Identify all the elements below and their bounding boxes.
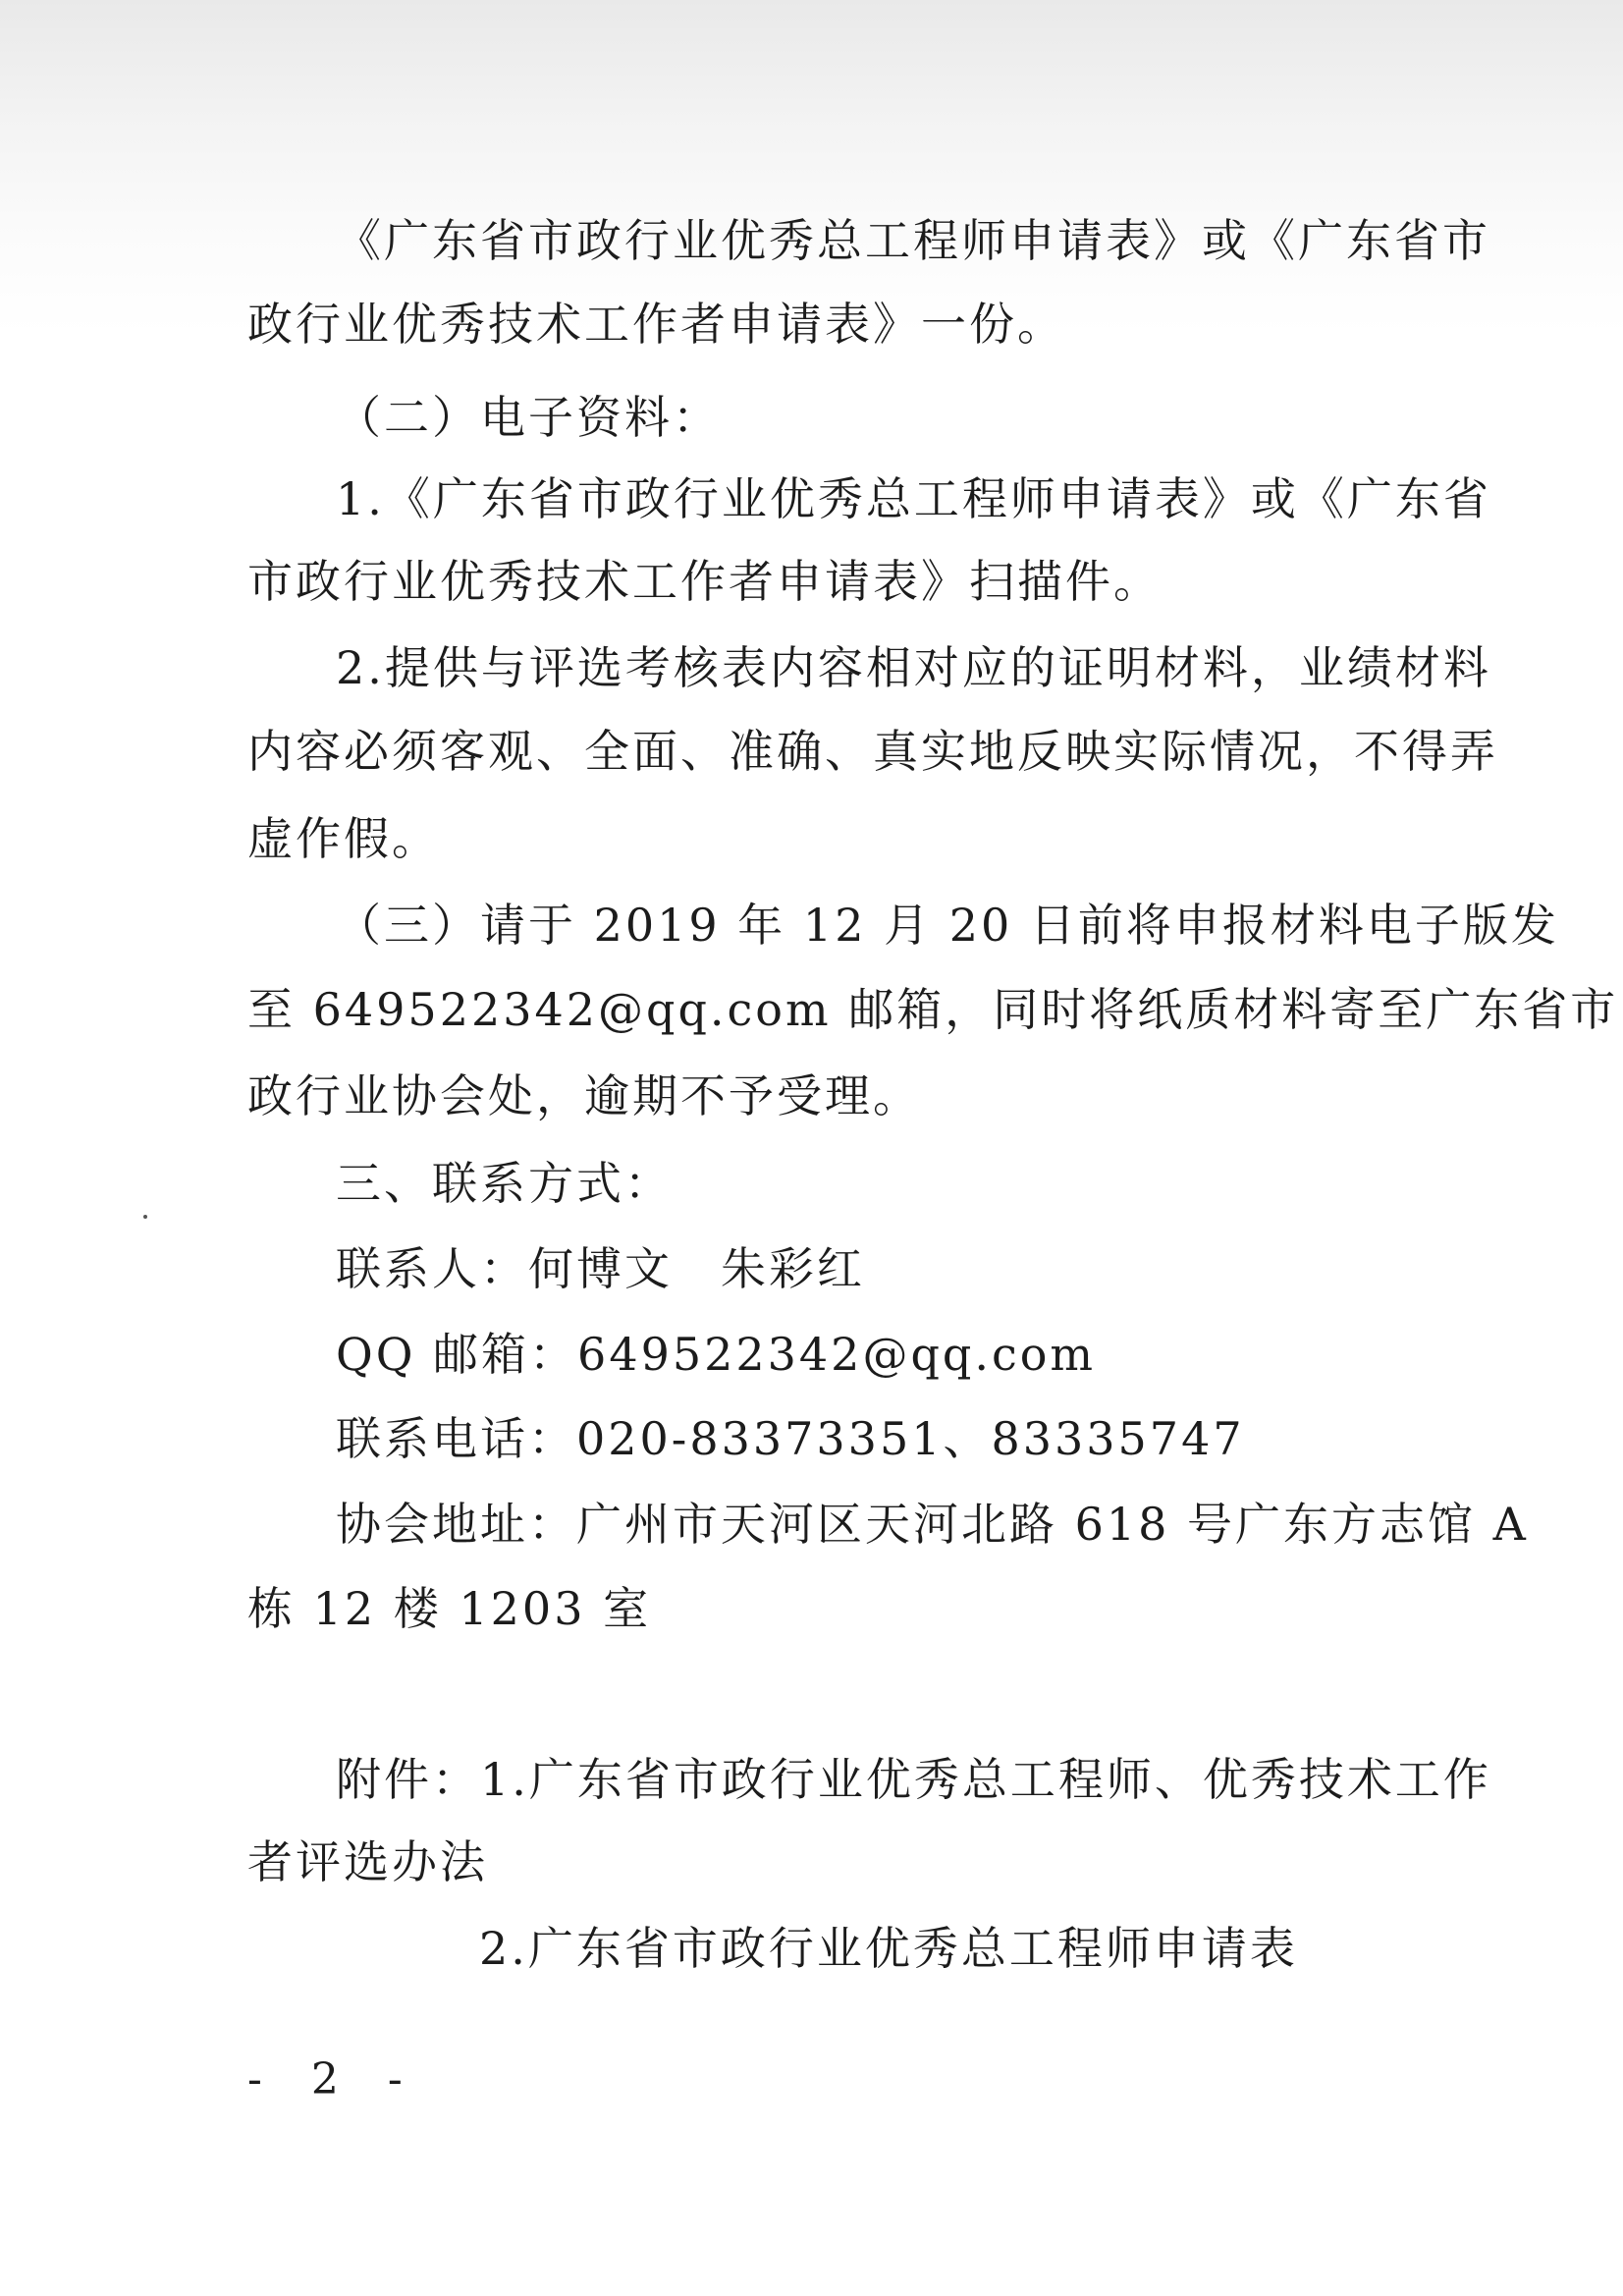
attachment-item: 2.广东省市政行业优秀总工程师申请表 <box>479 1922 1298 1975</box>
scan-speck <box>143 1215 147 1219</box>
page-number: - 2 - <box>247 2054 420 2105</box>
paragraph-line: 《广东省市政行业优秀总工程师申请表》或《广东省市 <box>336 214 1490 267</box>
paragraph-line: 内容必须客观、全面、准确、真实地反映实际情况，不得弄 <box>247 725 1498 778</box>
section-heading: 三、联系方式： <box>336 1157 673 1210</box>
contact-person: 联系人：何博文 朱彩红 <box>336 1242 865 1295</box>
contact-email: QQ 邮箱：649522342@qq.com <box>336 1328 1097 1381</box>
paragraph-line: 虚作假。 <box>247 812 440 865</box>
contact-address-continued: 栋 12 楼 1203 室 <box>247 1582 652 1635</box>
paragraph-line: 政行业协会处，逾期不予受理。 <box>247 1069 921 1122</box>
paragraph-line: （三）请于 2019 年 12 月 20 日前将申报材料电子版发 <box>336 899 1559 952</box>
section-heading: （二）电子资料： <box>336 391 721 444</box>
list-item: 2.提供与评选考核表内容相对应的证明材料，业绩材料 <box>336 641 1491 694</box>
contact-address: 协会地址：广州市天河区天河北路 618 号广东方志馆 A <box>336 1498 1529 1551</box>
paragraph-line: 至 649522342@qq.com 邮箱，同时将纸质材料寄至广东省市 <box>247 983 1619 1036</box>
attachment-item-continued: 者评选办法 <box>247 1835 488 1888</box>
contact-phone: 联系电话：020-83373351、83335747 <box>336 1412 1245 1465</box>
paragraph-line: 市政行业优秀技术工作者申请表》扫描件。 <box>247 555 1162 608</box>
paragraph-line: 政行业优秀技术工作者申请表》一份。 <box>247 298 1065 351</box>
attachment-item: 附件：1.广东省市政行业优秀总工程师、优秀技术工作 <box>336 1753 1491 1806</box>
list-item: 1.《广东省市政行业优秀总工程师申请表》或《广东省 <box>336 472 1491 525</box>
